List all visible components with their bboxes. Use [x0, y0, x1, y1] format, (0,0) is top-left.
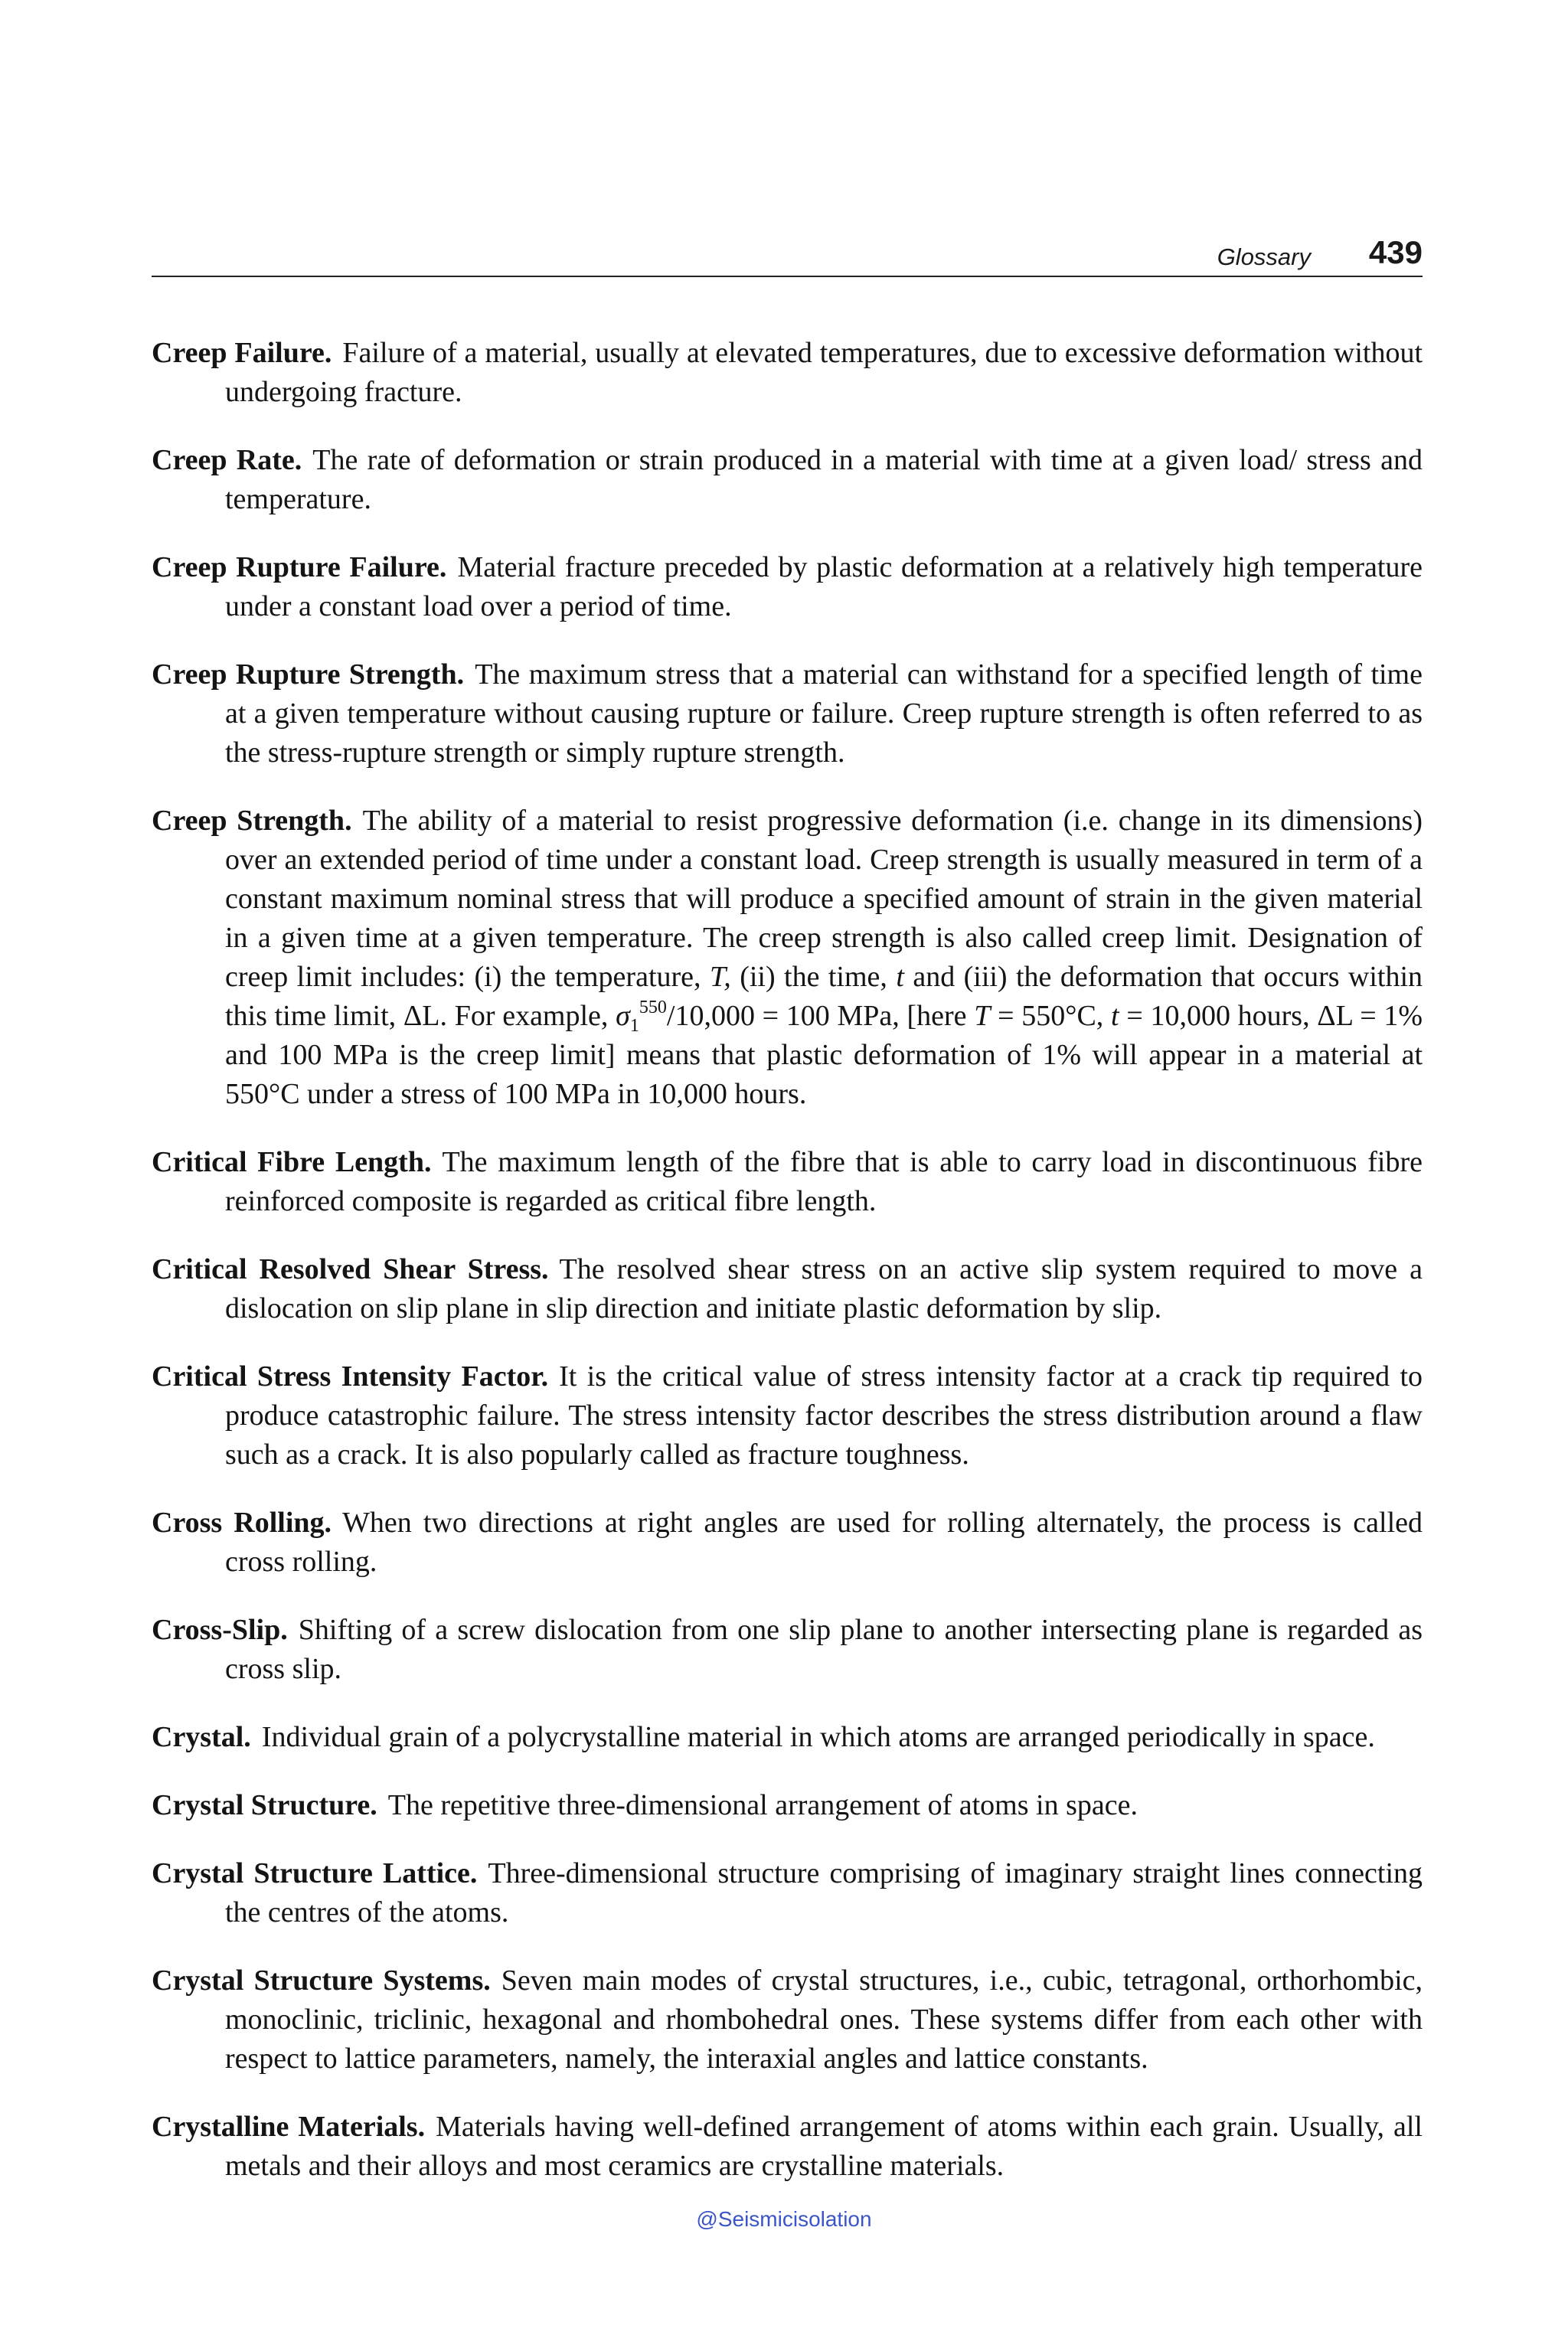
glossary-entry-creep-failure — [152, 334, 1423, 412]
entry-term: Crystal. — [152, 1721, 251, 1753]
glossary-entry-creep-rupture-failure — [152, 548, 1423, 626]
entry-definition: Materials having well-defined arrangement of atoms within each grain. Usually, all metals and their alloys and most ceramics are crystalline materials. — [225, 2111, 1423, 2182]
glossary-entries — [152, 305, 1423, 2196]
entry-definition: Shifting of a screw dislocation from one slip plane to another intersecting plane is regarded as cross slip. — [225, 1614, 1423, 1685]
glossary-entry-cross-rolling — [152, 1504, 1423, 1582]
section-title: Glossary — [1217, 243, 1311, 270]
entry-term: Creep Failure. — [152, 337, 332, 369]
glossary-entry-critical-resolved-shear-stress — [152, 1250, 1423, 1328]
entry-term: Critical Resolved Shear Stress. — [152, 1253, 549, 1285]
glossary-entry-critical-fibre-length — [152, 1143, 1423, 1221]
variable-T: T, — [709, 961, 731, 993]
entry-definition: Failure of a material, usually at elevated temperatures, due to excessive deformation without undergoing fracture. — [225, 337, 1423, 408]
entry-definition: The resolved shear stress on an active slip system required to move a dislocation on slip plane in slip direction and initiate plastic deformation by slip. — [225, 1253, 1423, 1324]
entry-definition: The rate of deformation or strain produced in a material with time at a given load/ stress and temperature. — [225, 444, 1423, 515]
entry-definition-cont: = 550°C, — [998, 1000, 1104, 1032]
glossary-entry-crystal-structure-lattice — [152, 1854, 1423, 1932]
entry-term: Crystalline Materials. — [152, 2111, 426, 2143]
glossary-entry-creep-rate — [152, 441, 1423, 519]
entry-definition: Material fracture preceded by plastic deformation at a relatively high temperature under a constant load over a period of time. — [225, 551, 1423, 622]
entry-definition-cont: and (iii) the deformation that occurs within this time limit, ΔL. For example, — [225, 961, 1423, 1032]
glossary-entry-crystal-structure-systems — [152, 1961, 1423, 2079]
glossary-entry-creep-strength — [152, 802, 1423, 1114]
entry-definition: When two directions at right angles are used for rolling alternately, the process is called cross rolling. — [225, 1507, 1423, 1578]
variable-t: t — [896, 961, 904, 993]
glossary-entry-crystalline-materials — [152, 2108, 1423, 2186]
entry-term: Crystal Structure. — [152, 1789, 377, 1821]
entry-term: Critical Fibre Length. — [152, 1146, 432, 1178]
variable-t: t — [1111, 1000, 1119, 1032]
entry-definition: The maximum length of the fibre that is able to carry load in discontinuous fibre reinforced composite is regarded as critical fibre length. — [225, 1146, 1423, 1217]
entry-term: Crystal Structure Systems. — [152, 1964, 491, 1997]
sigma-superscript: 550 — [639, 998, 667, 1017]
running-header — [152, 233, 1423, 277]
entry-term: Creep Rupture Failure. — [152, 551, 447, 583]
entry-definition: It is the critical value of stress intensity factor at a crack tip required to produce catastrophic failure. The stress intensity factor describes the stress distribution around a flaw such as a crack. It is also popularly called as fracture toughness. — [225, 1360, 1423, 1471]
entry-definition: The repetitive three-dimensional arrangement of atoms in space. — [387, 1789, 1138, 1821]
entry-definition: The ability of a material to resist progressive deformation (i.e. change in its dimensions) over an extended period of time under a constant load. Creep strength is usually measured in term of a constant maximum nominal stress that will produce a specified amount of strain in the given material in a given time at a given temperature. The creep strength is also called creep limit. Designation of creep limit includes: (i) the temperature, — [225, 805, 1423, 993]
glossary-entry-crystal — [152, 1718, 1423, 1757]
entry-definition: Seven main modes of crystal structures, i.e., cubic, tetragonal, orthorhombic, monoclinic, triclinic, hexagonal and rhombohedral ones. These systems differ from each other with respect to lattice parameters, namely, the interaxial angles and lattice constants. — [225, 1964, 1423, 2075]
sigma-subscript: 1 — [629, 1016, 639, 1036]
entry-term: Creep Rupture Strength. — [152, 658, 465, 691]
watermark-text: @Seismicisolation — [696, 2207, 872, 2231]
entry-definition: Three-dimensional structure comprising of imaginary straight lines connecting the centres of the atoms. — [225, 1857, 1423, 1928]
entry-term: Cross Rolling. — [152, 1507, 332, 1539]
entry-definition: The maximum stress that a material can withstand for a specified length of time at a given temperature without causing rupture or failure. Creep rupture strength is often referred to as the stress-rupture strength or simply rupture strength. — [225, 658, 1423, 769]
entry-term: Cross-Slip. — [152, 1614, 288, 1646]
entry-definition-cont: (ii) the time, — [740, 961, 887, 993]
sigma-symbol: σ — [616, 1000, 630, 1032]
glossary-entry-cross-slip — [152, 1611, 1423, 1689]
entry-term: Critical Stress Intensity Factor. — [152, 1360, 549, 1393]
entry-definition-cont: /10,000 = 100 MPa, [here — [666, 1000, 967, 1032]
glossary-entry-crystal-structure — [152, 1786, 1423, 1825]
page-number: 439 — [1368, 234, 1423, 270]
entry-term: Crystal Structure Lattice. — [152, 1857, 478, 1889]
glossary-entry-critical-stress-intensity-factor — [152, 1357, 1423, 1474]
entry-term: Creep Rate. — [152, 444, 302, 476]
variable-T: T — [974, 1000, 991, 1032]
entry-definition: Individual grain of a polycrystalline material in which atoms are arranged periodically in space. — [261, 1721, 1375, 1753]
entry-definition-cont: = 10,000 hours, ΔL = 1% and 100 MPa is the creep limit] means that plastic deformation of 1% will appear in a material at 550°C under a stress of 100 MPa in 10,000 hours. — [225, 1000, 1423, 1110]
glossary-entry-creep-rupture-strength — [152, 655, 1423, 772]
entry-term: Creep Strength. — [152, 805, 352, 837]
